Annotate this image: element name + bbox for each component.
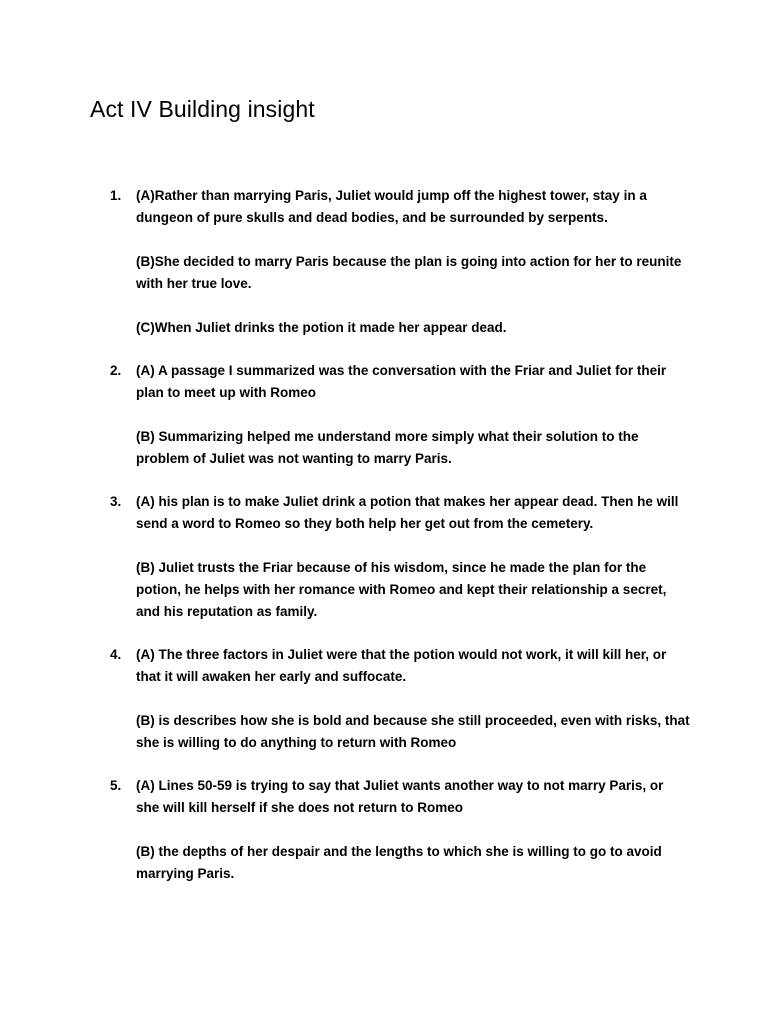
answer-2b: (B) Summarizing helped me understand more simply what their solution to the problem of Juliet was not wanting to marry Paris. [136,429,639,466]
question-item-4 [90,644,690,754]
answer-2a: (A) A passage I summarized was the conversation with the Friar and Juliet for their plan to meet up with Romeo [136,363,667,400]
question-item-3 [90,491,690,623]
question-number: 5. [110,778,122,793]
answer-5b: (B) the depths of her despair and the lengths to which she is willing to go to avoid marrying Paris. [136,844,662,881]
answer-5a: (A) Lines 50-59 is trying to say that Juliet wants another way to not marry Paris, or she will kill herself if she does not return to Romeo [136,778,664,815]
question-number: 1. [110,188,122,203]
document-title: Act IV Building insight [90,96,315,122]
answer-3b: (B) Juliet trusts the Friar because of his wisdom, since he made the plan for the potion, he helps with her romance with Romeo and kept their relationship a secret, and his reputation as family. [136,560,667,619]
question-item-5 [90,775,690,885]
question-item-2 [90,360,690,470]
answer-1b: (B)She decided to marry Paris because the plan is going into action for her to reunite with her true love. [136,254,682,291]
question-number: 4. [110,647,122,662]
question-item-1 [90,185,690,339]
question-number: 3. [110,494,122,509]
answer-1a: (A)Rather than marrying Paris, Juliet would jump off the highest tower, stay in a dungeon of pure skulls and dead bodies, and be surrounded by serpents. [136,188,647,225]
answer-4a: (A) The three factors in Juliet were that the potion would not work, it will kill her, or that it will awaken her early and suffocate. [136,647,667,684]
answer-4b: (B) is describes how she is bold and because she still proceeded, even with risks, that she is willing to do anything to return with Romeo [136,713,690,750]
question-number: 2. [110,363,122,378]
answer-3a: (A) his plan is to make Juliet drink a potion that makes her appear dead. Then he will send a word to Romeo so they both help her get out from the cemetery. [136,494,679,531]
answer-1c: (C)When Juliet drinks the potion it made her appear dead. [136,320,507,335]
question-list [90,185,690,906]
